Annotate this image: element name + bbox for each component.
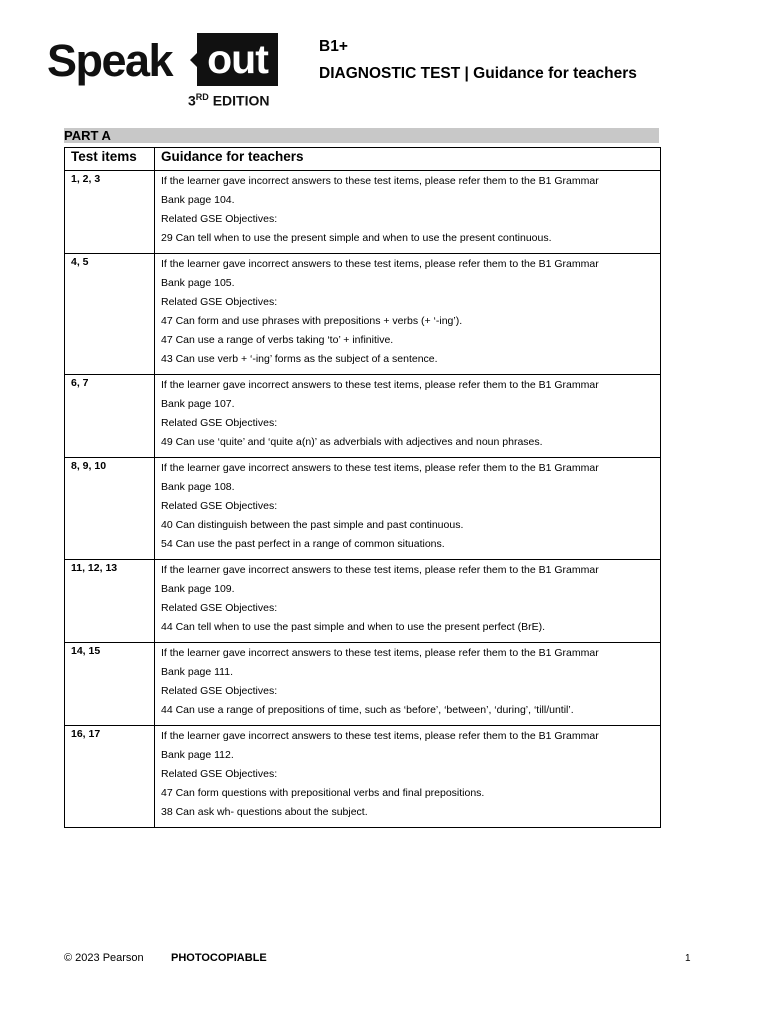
- level-label: B1+: [319, 38, 348, 55]
- table-header-row: [65, 148, 661, 171]
- guidance-line: If the learner gave incorrect answers to these test items, please refer them to the B1 Grammar: [161, 175, 599, 187]
- logo-out-box: out: [197, 33, 278, 86]
- page-number: 1: [685, 953, 691, 964]
- guidance-line: Related GSE Objectives:: [161, 685, 278, 697]
- test-items-cell: 14, 15: [65, 643, 155, 726]
- col-header-test-items: Test items: [65, 148, 155, 171]
- guidance-line: Bank page 111.: [161, 666, 234, 678]
- edition-number: 3: [188, 92, 196, 109]
- guidance-line: 38 Can ask wh- questions about the subject.: [161, 806, 368, 818]
- guidance-line: 47 Can form questions with prepositional verbs and final prepositions.: [161, 787, 485, 799]
- guidance-table: [64, 147, 661, 828]
- guidance-line: If the learner gave incorrect answers to these test items, please refer them to the B1 Grammar: [161, 730, 599, 742]
- guidance-line: 40 Can distinguish between the past simple and past continuous.: [161, 519, 464, 531]
- guidance-line: 47 Can form and use phrases with prepositions + verbs (+ ‘-ing’).: [161, 315, 463, 327]
- guidance-line: 44 Can use a range of prepositions of time, such as ‘before’, ‘between’, ‘during’, ‘till/until’.: [161, 704, 574, 716]
- guidance-line: Related GSE Objectives:: [161, 500, 278, 512]
- table-row: [65, 643, 661, 726]
- guidance-line: Related GSE Objectives:: [161, 768, 278, 780]
- table-row: [65, 171, 661, 254]
- guidance-cell: [155, 254, 661, 375]
- test-items-cell: 4, 5: [65, 254, 155, 375]
- table-row: [65, 560, 661, 643]
- guidance-line: 47 Can use a range of verbs taking ‘to’ + infinitive.: [161, 334, 394, 346]
- part-heading: [64, 128, 659, 143]
- table-row: [65, 254, 661, 375]
- guidance-line: Bank page 104.: [161, 194, 235, 206]
- guidance-line: 49 Can use ‘quite’ and ‘quite a(n)’ as adverbials with adjectives and noun phrases.: [161, 436, 543, 448]
- guidance-cell: [155, 171, 661, 254]
- test-items-cell: 16, 17: [65, 726, 155, 828]
- guidance-cell: [155, 375, 661, 458]
- test-items-cell: 11, 12, 13: [65, 560, 155, 643]
- page-title: DIAGNOSTIC TEST | Guidance for teachers: [319, 65, 637, 82]
- logo-speak-text: Speak: [47, 35, 173, 86]
- guidance-cell: [155, 726, 661, 828]
- guidance-line: Bank page 107.: [161, 398, 235, 410]
- guidance-line: Related GSE Objectives:: [161, 296, 278, 308]
- guidance-line: Bank page 112.: [161, 749, 234, 761]
- guidance-line: Related GSE Objectives:: [161, 417, 278, 429]
- guidance-line: If the learner gave incorrect answers to these test items, please refer them to the B1 Grammar: [161, 462, 599, 474]
- logo-edition: [188, 92, 269, 109]
- guidance-cell: [155, 643, 661, 726]
- edition-word: EDITION: [212, 92, 270, 109]
- guidance-line: If the learner gave incorrect answers to these test items, please refer them to the B1 Grammar: [161, 647, 599, 659]
- guidance-line: If the learner gave incorrect answers to these test items, please refer them to the B1 Grammar: [161, 258, 599, 270]
- part-label: PART A: [64, 128, 111, 143]
- guidance-line: 29 Can tell when to use the present simple and when to use the present continuous.: [161, 232, 552, 244]
- col-header-guidance: Guidance for teachers: [155, 148, 661, 171]
- guidance-line: 44 Can tell when to use the past simple and when to use the present perfect (BrE).: [161, 621, 546, 633]
- guidance-cell: [155, 458, 661, 560]
- footer-photocopiable: PHOTOCOPIABLE: [171, 952, 267, 964]
- guidance-line: Related GSE Objectives:: [161, 602, 278, 614]
- speakout-logo: [47, 33, 282, 113]
- table-row: [65, 726, 661, 828]
- guidance-line: If the learner gave incorrect answers to these test items, please refer them to the B1 Grammar: [161, 564, 599, 576]
- guidance-cell: [155, 560, 661, 643]
- table-row: [65, 458, 661, 560]
- footer-copyright: © 2023 Pearson: [64, 952, 144, 964]
- test-items-cell: 6, 7: [65, 375, 155, 458]
- guidance-line: If the learner gave incorrect answers to these test items, please refer them to the B1 Grammar: [161, 379, 599, 391]
- edition-suffix: RD: [195, 92, 209, 102]
- guidance-line: Bank page 108.: [161, 481, 235, 493]
- test-items-cell: 1, 2, 3: [65, 171, 155, 254]
- guidance-line: Bank page 109.: [161, 583, 235, 595]
- test-items-cell: 8, 9, 10: [65, 458, 155, 560]
- table-row: [65, 375, 661, 458]
- guidance-line: Bank page 105.: [161, 277, 235, 289]
- guidance-line: 43 Can use verb + ‘-ing’ forms as the subject of a sentence.: [161, 353, 438, 365]
- guidance-line: Related GSE Objectives:: [161, 213, 278, 225]
- guidance-line: 54 Can use the past perfect in a range of common situations.: [161, 538, 445, 550]
